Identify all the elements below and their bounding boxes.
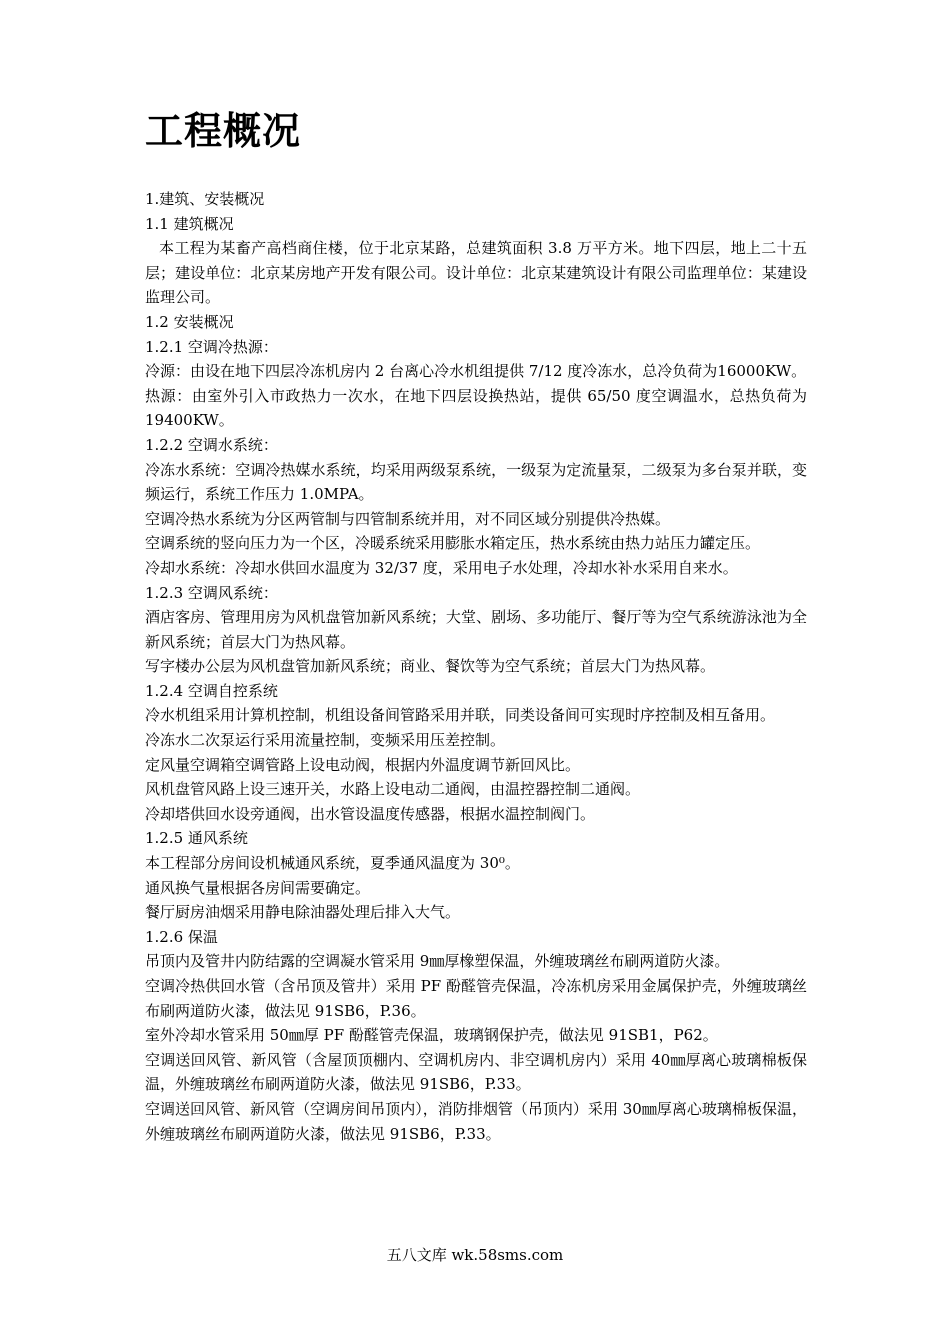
section-heading: 1.2.6 保温: [145, 927, 218, 946]
paragraph: 空调送回风管、新风管（含屋顶顶棚内、空调机房内、非空调机房内）采用 40㎜厚离心玻璃棉板保温，外缠玻璃丝布刷两道防火漆，做法见 91SB6，P.33。: [145, 1050, 807, 1094]
section-heading: 1.2.4 空调自控系统: [145, 681, 278, 700]
paragraph: 本工程为某畜产高档商住楼，位于北京某路，总建筑面积 3.8 万平方米。地下四层，地上二十五层；建设单位：北京某房地产开发有限公司。设计单位：北京某建筑设计有限公司监理单位：某建设监理公司。: [145, 239, 807, 307]
paragraph: 酒店客房、管理用房为风机盘管加新风系统；大堂、剧场、多功能厅、餐厅等为空气系统游泳池为全新风系统；首层大门为热风幕。: [145, 608, 807, 651]
section-heading: 1.建筑、安装概况: [145, 190, 265, 208]
page-footer: 五八文库 wk.58sms.com: [386, 1246, 564, 1264]
page-title: 工程概况: [145, 109, 302, 153]
paragraph: 空调冷热水系统为分区两管制与四管制系统并用，对不同区域分别提供冷热媒。: [145, 509, 671, 528]
paragraph: 冷水机组采用计算机控制，机组设备间管路采用并联，同类设备间可实现时序控制及相互备用。: [145, 706, 776, 725]
paragraph: 写字楼办公层为风机盘管加新风系统；商业、餐饮等为空气系统；首层大门为热风幕。: [145, 657, 716, 676]
paragraph: 冷冻水系统：空调冷热媒水系统，均采用两级泵系统，一级泵为定流量泵，二级泵为多台泵并联，变频运行，系统工作压力 1.0MPA。: [145, 460, 807, 504]
paragraph: 冷却水系统：冷却水供回水温度为 32/37 度，采用电子水处理，冷却水补水采用自来水。: [145, 558, 738, 577]
paragraph: 吊顶内及管井内防结露的空调凝水管采用 9㎜厚橡塑保温，外缠玻璃丝布刷两道防火漆。: [145, 952, 730, 971]
paragraph: 本工程部分房间设机械通风系统，夏季通风温度为 30⁰。: [145, 854, 520, 873]
paragraph: 空调系统的竖向压力为一个区，冷暖系统采用膨胀水箱定压，热水系统由热力站压力罐定压。: [145, 534, 761, 553]
paragraph: 定风量空调箱空调管路上设电动阀，根据内外温度调节新回风比。: [145, 755, 581, 774]
paragraph: 冷冻水二次泵运行采用流量控制，变频采用压差控制。: [145, 731, 506, 750]
section-heading: 1.1 建筑概况: [145, 214, 234, 233]
section-heading: 1.2 安装概况: [145, 312, 234, 331]
paragraph: 通风换气量根据各房间需要确定。: [145, 878, 371, 897]
paragraph: 餐厅厨房油烟采用静电除油器处理后排入大气。: [145, 903, 461, 922]
paragraph: 冷却塔供回水设旁通阀，出水管设温度传感器，根据水温控制阀门。: [145, 804, 596, 823]
document-body: [145, 187, 807, 1146]
paragraph: 热源：由室外引入市政热力一次水，在地下四层设换热站，提供 65/50 度空调温水，总热负荷为 19400KW。: [145, 386, 807, 430]
paragraph: 室外冷却水管采用 50㎜厚 PF 酚醛管壳保温，玻璃钢保护壳，做法见 91SB1，P62。: [145, 1026, 718, 1045]
section-heading: 1.2.5 通风系统: [145, 829, 248, 848]
paragraph: 冷源：由设在地下四层冷冻机房内 2 台离心冷水机组提供 7/12 度冷冻水，总冷负荷为16000KW。: [145, 362, 807, 381]
paragraph: 空调冷热供回水管（含吊顶及管井）采用 PF 酚醛管壳保温，冷冻机房采用金属保护壳，外缠玻璃丝布刷两道防火漆，做法见 91SB6，P.36。: [145, 977, 807, 1020]
section-heading: 1.2.2 空调水系统：: [145, 435, 278, 454]
paragraph: 空调送回风管、新风管（空调房间吊顶内），消防排烟管（吊顶内）采用 30㎜厚离心玻璃棉板保温，外缠玻璃丝布刷两道防火漆，做法见 91SB6，P.33。: [145, 1099, 807, 1143]
paragraph: 风机盘管风路上设三速开关，水路上设电动二通阀，由温控器控制二通阀。: [145, 780, 641, 799]
section-heading: 1.2.1 空调冷热源：: [145, 337, 278, 356]
section-heading: 1.2.3 空调风系统：: [145, 583, 278, 602]
